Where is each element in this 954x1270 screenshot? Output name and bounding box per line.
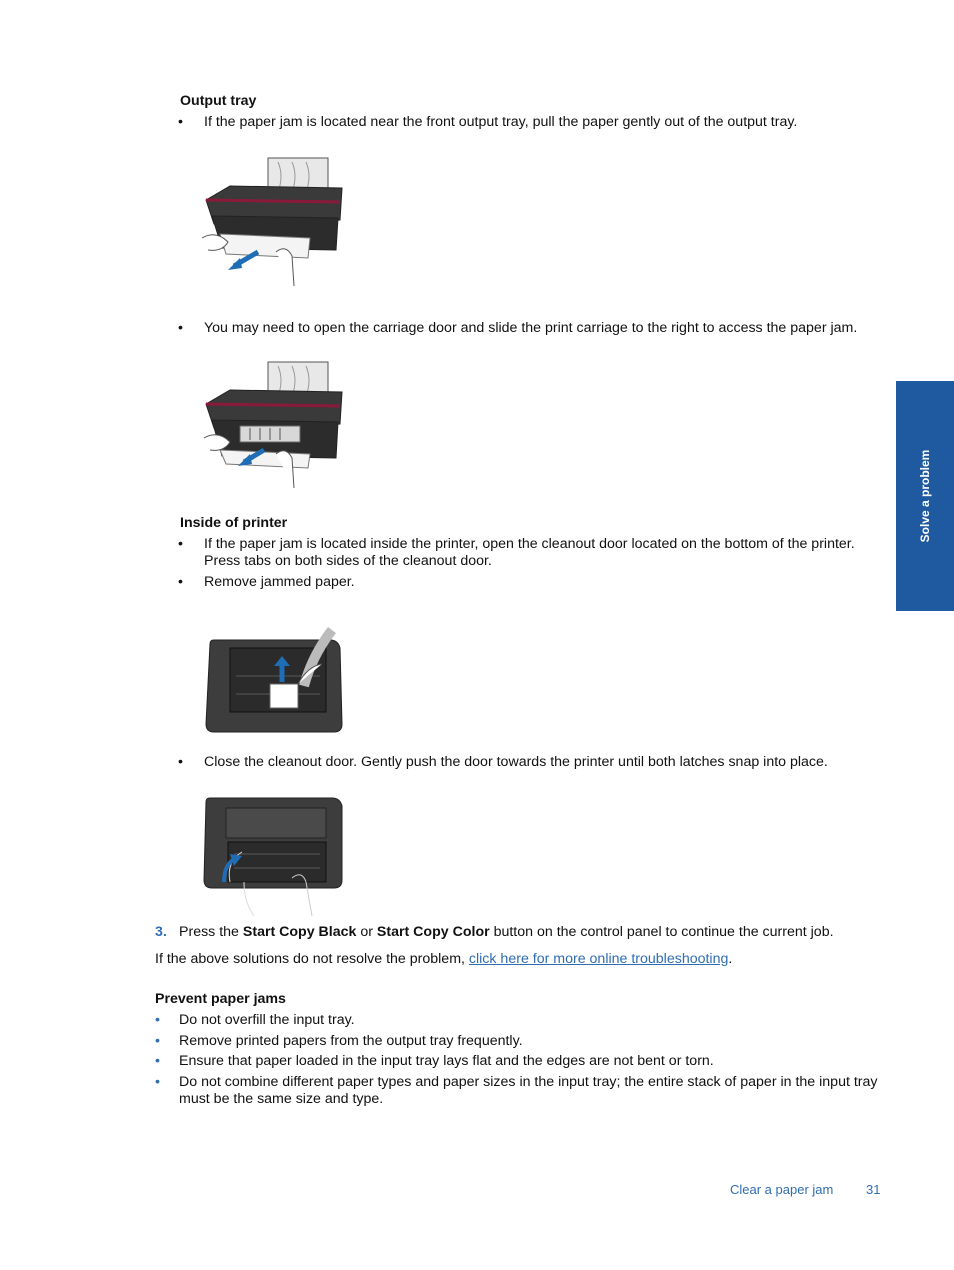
bullet: • <box>178 114 183 130</box>
bullet: • <box>155 1053 160 1069</box>
printer-output-tray-illustration <box>200 154 346 290</box>
list-item-text: Remove printed papers from the output tray frequently. <box>179 1033 523 1049</box>
list-item-text: Close the cleanout door. Gently push the door towards the printer until both latches snap into place. <box>204 754 828 770</box>
online-troubleshooting-link[interactable]: click here for more online troubleshooting <box>468 951 729 967</box>
start-copy-color-label: Start Copy Color <box>376 924 490 940</box>
page-number: 31 <box>866 1182 881 1197</box>
step-text <box>179 924 834 941</box>
step-number: 3. <box>155 924 167 940</box>
printer-close-cleanout-door-illustration <box>200 794 346 918</box>
printer-carriage-illustration <box>200 358 346 494</box>
inside-printer-heading: Inside of printer <box>180 515 288 531</box>
followup-end: . <box>728 951 733 967</box>
list-item-text: Do not overfill the input tray. <box>179 1012 355 1028</box>
list-item-text: If the paper jam is located inside the printer, open the cleanout door located on the bottom of the printer. Press tabs on both sides of the cleanout door. <box>204 536 855 569</box>
step-text-c: button on the control panel to continue the current job. <box>489 924 834 940</box>
side-tab-label: Solve a problem <box>918 449 932 543</box>
prevent-jams-heading: Prevent paper jams <box>155 991 286 1007</box>
step-3 <box>155 924 895 941</box>
list-item-text: You may need to open the carriage door and slide the print carriage to the right to access the paper jam. <box>204 320 858 336</box>
bullet: • <box>178 574 183 590</box>
list-item-text: If the paper jam is located near the front output tray, pull the paper gently out of the output tray. <box>204 114 798 130</box>
side-tab <box>896 381 954 611</box>
footer-section-title: Clear a paper jam <box>730 1182 834 1197</box>
list-item-text: Do not combine different paper types and paper sizes in the input tray; the entire stack of paper in the input tray must be the same size and type. <box>179 1074 878 1107</box>
bullet: • <box>155 1033 160 1049</box>
step-text-b: or <box>356 924 377 940</box>
list-item-text: Ensure that paper loaded in the input tray lays flat and the edges are not bent or torn. <box>179 1053 714 1069</box>
bullet: • <box>155 1012 160 1028</box>
step-text-a: Press the <box>179 924 243 940</box>
output-tray-heading: Output tray <box>180 93 257 109</box>
bullet: • <box>178 754 183 770</box>
start-copy-black-label: Start Copy Black <box>242 924 357 940</box>
printer-rear-remove-paper-illustration <box>200 612 346 748</box>
bullet: • <box>178 536 183 552</box>
list-item-text: Remove jammed paper. <box>204 574 355 590</box>
followup-text: If the above solutions do not resolve the problem, <box>155 951 469 967</box>
bullet: • <box>155 1074 160 1090</box>
bullet: • <box>178 320 183 336</box>
followup-paragraph <box>155 951 895 967</box>
